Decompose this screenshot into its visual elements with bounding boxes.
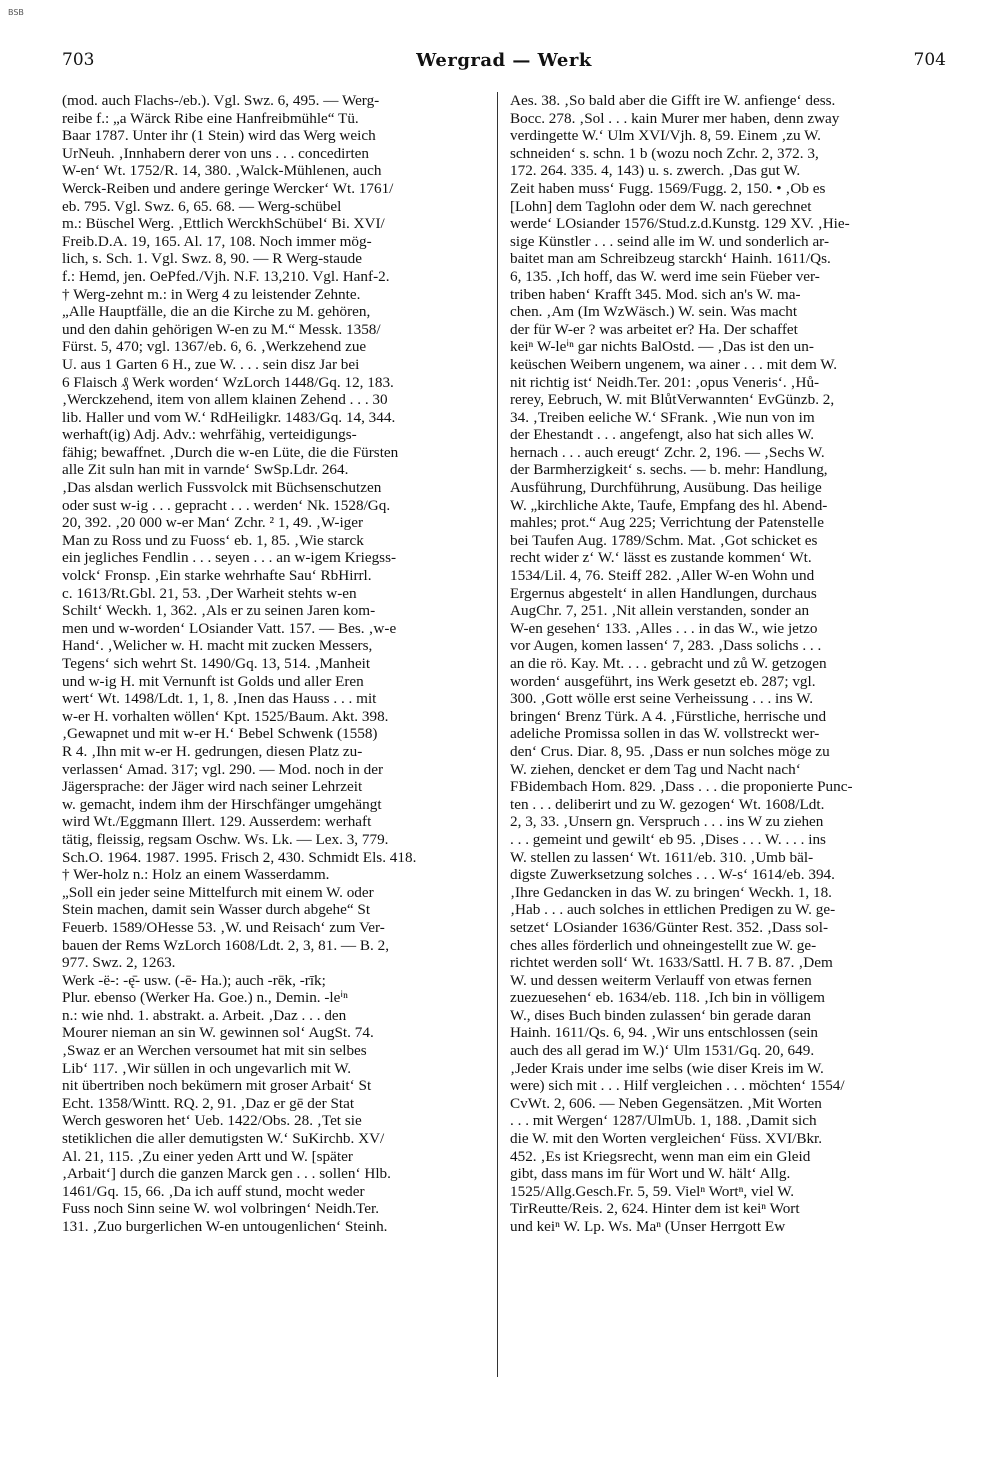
text-line: Tegens‘ sich wehrt St. 1490/Gq. 13, 514. ‚Manheit [62,655,371,672]
column-divider [497,92,498,1377]
text-line: fähig; bewaffnet. ‚Durch die w-en Lüte, die die Fürsten [62,443,399,461]
text-line: Hainh. 1611/Qs. 6, 94. ‚Wir uns entschlossen (sein [510,1024,819,1042]
text-line: Ausführung, Durchführung, Ausübung. Das heilige [510,479,822,497]
text-line: Feuerb. 1589/OHesse 53. ‚W. und Reisach‘ zum Ver- [62,918,385,936]
text-line: der für W-er ? was arbeitet er? Ha. Der schaffet [510,320,798,338]
text-line: baitet man am Schreibzeug starckh‘ Hainh. 1611/Qs. [510,250,831,268]
text-line: Man zu Ross und zu Fuoss‘ eb. 1, 85. ‚Wie starck [62,531,364,549]
text-line: ‚Ihre Gedancken in das W. zu bringen‘ Weckh. 1, 18. [510,883,832,901]
text-line: schneiden‘ s. schn. 1 b (wozu noch Zchr. 2, 372. 3, [510,144,819,162]
text-line: TirReutte/Reis. 2, 624. Hinter dem ist keiⁿ Wort [510,1200,800,1218]
text-line: rerey, Eebruch, W. mit BlůtVerwannten‘ EvGünzb. 2, [510,391,835,409]
text-line: ‚Jeder Krais under ime selbs (wie diser Kreis im W. [510,1059,824,1077]
text-line: 6, 135. ‚Ich hoff, das W. werd ime sein Füeber ver- [510,267,820,285]
text-line: hernach . . . auch ereugt‘ Zchr. 2, 196. — ‚Sechs W. [510,443,825,461]
text-line: oder sust w-ig . . . gepracht . . . werden‘ Nk. 1528/Gq. [62,496,391,514]
text-line: eb. 795. Vgl. Swz. 6, 65. 68. — Werg-schübel [62,197,342,215]
text-line: W. ziehen, dencket er dem Tag und Nacht nach‘ [510,760,801,778]
text-line: mahles; prot.“ Aug 225; Verrichtung der Patenstelle [510,514,824,532]
text-line: Baar 1787. Unter ihr (1 Stein) wird das Werg weich [62,127,376,145]
text-line: Sch.O. 1964. 1987. 1995. Frisch 2, 430. Schmidt Els. 418. [62,848,417,866]
text-line: Plur. ebenso (Werker Ha. Goe.) n., Demin. -leⁱⁿ [62,989,348,1007]
text-line: Zeit haben muss‘ Fugg. 1569/Fugg. 2, 150. • ‚Ob es [510,179,826,197]
text-line: 34. ‚Treiben eeliche W.‘ SFrank. ‚Wie nun von im [510,408,815,426]
text-line: were) sich mit . . . Hilf vergleichen . . . möchten‘ 1554/ [510,1077,845,1095]
text-line: men und w-worden‘ LOsiander Vatt. 157. — Bes. ‚w-e [62,619,397,637]
text-line: 1461/Gq. 15, 66. ‚Da ich auff stund, mocht weder [62,1182,365,1200]
text-line: 2, 3, 33. ‚Unsern gn. Verspruch . . . ins W zu ziehen [510,813,824,831]
text-line: w-er H. vorhalten wöllen‘ Kpt. 1525/Baum. Akt. 398. [62,707,389,725]
text-line: vor Augen, komen lassen‘ 7, 283. ‚Dass solichs . . . [510,637,822,655]
text-line: Werk -ë-: -ę̄- usw. (-ē- Ha.); auch -rēk, -rīk; [62,971,326,989]
page-number-left: 703 [62,50,95,70]
text-line: wert‘ Wt. 1498/Ldt. 1, 1, 8. ‚Inen das Hauss . . . mit [62,690,377,708]
text-line: Bocc. 278. ‚Sol . . . kain Murer mer haben, denn zway [510,109,840,127]
text-line: 300. ‚Gott wölle erst seine Verheissung . . . ins W. [510,690,814,708]
text-line: und keiⁿ W. Lp. Ws. Maⁿ (Unser Herrgott Ew [510,1218,786,1235]
left-column [62,92,492,1236]
text-line: triben haben‘ Krafft 345. Mod. sich an's W. ma- [510,285,801,303]
text-line: digste Zuwerksetzung solches . . . W-s‘ 1614/eb. 394. [510,866,835,884]
text-line: Fuss noch Sinn seine W. wol volbringen‘ Neidh.Ter. [62,1200,380,1218]
text-line: W-en‘ Wt. 1752/R. 14, 380. ‚Walck-Mühlenen, auch [62,162,382,180]
text-line: . . . mit Wergen‘ 1287/UlmUb. 1, 188. ‚Damit sich [510,1112,817,1130]
text-line: ‚Werckzehend, item von allem klainen Zehend . . . 30 [62,391,388,409]
text-line: setzet‘ LOsiander 1636/Günter Rest. 352. ‚Dass sol- [510,918,829,936]
text-line: f.: Hemd, jen. OePfed./Vjh. N.F. 13,210. Vgl. Hanf-2. [62,267,390,285]
text-line: 1534/Lil. 4, 76. Steiff 282. ‚Aller W-en Wohn und [510,567,815,585]
text-line: W., dises Buch binden zulassen‘ bin gerade daran [510,1006,811,1024]
text-line: nit übertriben noch bekümern mit groser Arbait‘ St [62,1077,372,1095]
text-line: den‘ Crus. Diar. 8, 95. ‚Dass er nun solches möge zu [510,742,830,760]
text-line: nit richtig ist‘ Neidh.Ter. 201: ‚opus Veneris‘. ‚Hů- [510,373,820,391]
text-line: 131. ‚Zuo burgerlichen W-en untougenlichen‘ Steinh. [62,1218,388,1235]
text-line: adeliche Promissa sollen in das W. vollstreckt wer- [510,725,820,743]
text-line: worden‘ ausgeführt, ins Werk gesetzt eb. 287; vgl. [510,672,816,690]
text-line: verdingette W.‘ Ulm XVI/Vjh. 8, 59. Einem ‚zu W. [510,127,821,145]
text-line: der Ehestandt . . . angefengt, also hat sich alles W. [510,426,815,444]
text-line: Werck-Reiben und andere geringe Wercker‘ Wt. 1761/ [62,179,394,197]
text-line: und den dahin gehörigen W-en zu M.“ Messk. 1358/ [62,320,381,338]
text-line: W-en gesehen‘ 133. ‚Alles . . . in das W., wie jetzo [510,619,818,637]
text-line: richtet werden soll‘ Wt. 1633/Sattl. H. 7 B. 87. ‚Dem [510,954,833,972]
text-line: keüschen Weibern ungenem, wa ainer . . . mit dem W. [510,355,838,373]
text-line: R 4. ‚Ihn mit w-er H. gedrungen, diesen Platz zu- [62,742,363,760]
text-line: Schilt‘ Weckh. 1, 362. ‚Als er zu seinen Jaren kom- [62,602,376,620]
text-line: ‚Swaz er an Werchen versoumet hat mit sin selbes [62,1042,367,1060]
text-line: lich, s. Sch. 1. Vgl. Swz. 8, 90. — R Werg-staude [62,250,362,268]
text-line: FBidembach Hom. 829. ‚Dass . . . die proponierte Punc- [510,778,853,796]
text-line: ein jegliches Fendlin . . . seyen . . . an w-igem Kriegss- [62,549,397,567]
text-line: zuezuesehen‘ eb. 1634/eb. 118. ‚Ich bin in völligem [510,989,825,1007]
text-line: (mod. auch Flachs-/eb.). Vgl. Swz. 6, 495. — Werg- [62,92,380,109]
text-line: „Alle Hauptfälle, die an die Kirche zu M. gehören, [62,303,371,321]
text-line: ‚Hab . . . auch solches in ettlichen Predigen zu W. ge- [510,901,836,919]
text-line: auch des all gerad im W.)‘ Ulm 1531/Gq. 20, 649. [510,1042,815,1060]
running-head: Wergrad — Werk [416,50,592,71]
text-line: AugChr. 7, 251. ‚Nit allein verstanden, sonder an [510,602,810,620]
text-line: Hand‘. ‚Welicher w. H. macht mit zucken Messers, [62,637,373,655]
text-line: W. stellen zu lassen‘ Wt. 1611/eb. 310. ‚Umb bäl- [510,848,814,866]
text-line: Aes. 38. ‚So bald aber die Gifft ire W. anfienge‘ dess. [510,92,836,109]
text-line: Fürst. 5, 470; vgl. 1367/eb. 6, 6. ‚Werkzehend zue [62,338,367,356]
text-line: U. aus 1 Garten 6 H., zue W. . . . sein disz Jar bei [62,355,360,373]
text-line: c. 1613/Rt.Gbl. 21, 53. ‚Der Warheit stehts w-en [62,584,357,602]
text-line: an die rö. Kay. Mt. . . . gebracht und zů W. getzogen [510,655,827,672]
text-line: alle Zit suln han mit in varnde‘ SwSp.Ldr. 264. [62,461,349,479]
library-stamp: BSB [8,8,24,17]
text-line: ‚Das alsdan werlich Fussvolck mit Büchsenschutzen [62,479,382,497]
text-line: keiⁿ W-leⁱⁿ gar nichts BalOstd. — ‚Das ist den un- [510,338,814,356]
text-line: werde‘ LOsiander 1576/Stud.z.d.Kunstg. 129 XV. ‚Hie- [510,215,850,233]
text-line: Echt. 1358/Wintt. RQ. 2, 91. ‚Daz er gē der Stat [62,1094,355,1112]
page-header [62,50,946,78]
page-number-right: 704 [913,50,946,70]
text-line: chen. ‚Am (Im WzWäsch.) W. sein. Was macht [510,303,798,321]
text-line: ten . . . deliberirt und zu W. gezogen‘ Wt. 1608/Ldt. [510,795,825,813]
text-line: w. gemacht, indem ihm der Hirschfänger umgehängt [62,795,382,813]
text-line: und w-ig H. mit Vernunft ist Golds und aller Eren [62,672,364,690]
text-line: lib. Haller und vom W.‘ RdHeiligkr. 1483/Gq. 14, 344. [62,408,396,426]
text-line: bei Taufen Aug. 1789/Schm. Mat. ‚Got schicket es [510,531,818,549]
text-line: UrNeuh. ‚Innhabern derer von uns . . . concedirten [62,144,370,162]
text-line: 6 Flaisch ₰ Werk worden‘ WzLorch 1448/Gq. 12, 183. [62,373,394,391]
text-line: stetiklichen die aller demutigsten W.‘ SuKirchb. XV/ [62,1130,385,1148]
text-line: [Lohn] dem Taglohn oder dem W. nach gerechnet [510,197,812,215]
text-line: gibt, dass mans im für Wort und W. hält‘ Allg. [510,1165,791,1183]
text-line: „Soll ein jeder seine Mittelfurch mit einem W. oder [62,883,374,901]
text-line: m.: Büschel Werg. ‚Ettlich WerckhSchübel‘ Bi. XVI/ [62,215,385,233]
text-line: W. „kirchliche Akte, Taufe, Empfang des hl. Abend- [510,496,828,514]
text-line: ‚Gewapnet und mit w-er H.‘ Bebel Schwenk (1558) [62,725,378,743]
text-line: tätig, fleissig, regsam Oschw. Ws. Lk. — Lex. 3, 779. [62,830,389,848]
text-line: 1525/Allg.Gesch.Fr. 5, 59. Vielⁿ Wortⁿ, viel W. [510,1182,795,1200]
text-line: CvWt. 2, 606. — Neben Gegensätzen. ‚Mit Worten [510,1094,822,1112]
text-line: Freib.D.A. 19, 165. Al. 17, 108. Noch immer mög- [62,232,372,250]
text-line: 172. 264. 335. 4, 143) u. s. zwerch. ‚Das gut W. [510,162,801,180]
text-line: volck‘ Fronsp. ‚Ein starke wehrhafte Sau‘ RbHirrl. [62,567,372,585]
text-line: Lib‘ 117. ‚Wir süllen in och ungevarlich mit W. [62,1059,352,1077]
text-line: Stein machen, damit sein Wasser durch abgehe“ St [62,901,371,919]
text-line: n.: wie nhd. 1. abstrakt. a. Arbeit. ‚Daz . . . den [62,1006,347,1024]
text-line: 977. Swz. 2, 1263. [62,954,176,972]
text-line: † Wer-holz n.: Holz an einem Wasserdamm. [62,866,330,884]
text-line: 20, 392. ‚20 000 w-er Man‘ Zchr. ² 1, 49. ‚W-iger [62,514,364,532]
text-line: W. und dessen weiterm Verlauff von etwas fernen [510,971,812,989]
right-column [510,92,940,1236]
text-line: Ergernus abgestelt‘ in allen Handlungen, durchaus [510,584,817,602]
text-line: . . . gemeint und gewilt‘ eb 95. ‚Dises . . . W. . . . ins [510,830,826,848]
text-line: bauen der Rems WzLorch 1608/Ldt. 2, 3, 81. — B. 2, [62,936,390,954]
text-line: Werch gesworen het‘ Ueb. 1422/Obs. 28. ‚Tet sie [62,1112,362,1130]
text-line: ches alles förderlich und ohneingestellt zue W. ge- [510,936,817,954]
text-line: wird Wt./Eggmann Illert. 129. Ausserdem: werhaft [62,813,372,831]
text-line: Mourer nieman an sin W. gewinnen sol‘ AugSt. 74. [62,1024,374,1042]
text-line: verlassen‘ Amad. 317; vgl. 290. — Mod. noch in der [62,760,383,778]
text-line: ‚Arbait‘] durch die ganzen Marck gen . . . sollen‘ Hlb. [62,1165,391,1183]
text-line: 452. ‚Es ist Kriegsrecht, wenn man eim ein Gleid [510,1147,811,1165]
text-line: die W. mit den Worten vergleichen‘ Füss. XVI/Bkr. [510,1130,823,1148]
text-line: der Barmherzigkeit‘ s. sechs. — b. mehr: Handlung, [510,461,828,479]
text-line: sige Künstler . . . seind alle im W. und sonderlich ar- [510,232,829,250]
text-line: † Werg-zehnt m.: in Werg 4 zu leistender Zehnte. [62,285,361,303]
text-line: bringen‘ Brenz Türk. A 4. ‚Fürstliche, herrische und [510,707,827,725]
text-line: recht wider z‘ W.‘ lässt es zustande kommen‘ Wt. [510,549,812,567]
text-line: Al. 21, 115. ‚Zu einer yeden Artt und W. [später [62,1147,353,1165]
text-line: werhaft(ig) Adj. Adv.: wehrfähig, verteidigungs- [62,426,357,444]
text-line: reibe f.: „a Wärck Ribe eine Hanfreibmühle“ Tü. [62,109,359,127]
text-line: Jägersprache: der Jäger wird nach seiner Lehrzeit [62,778,363,796]
